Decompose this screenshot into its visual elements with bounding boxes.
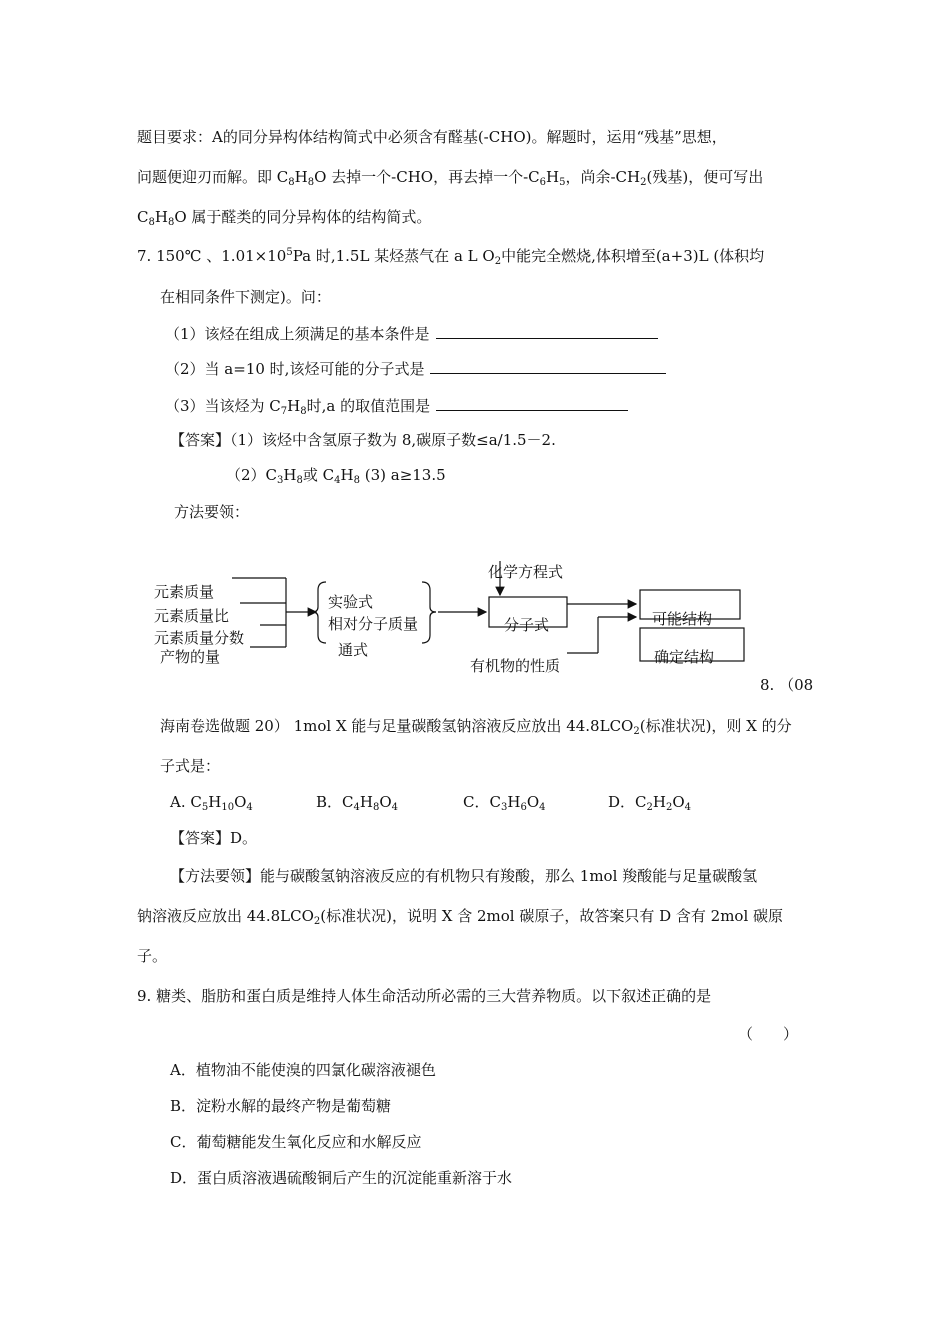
question-7-answer-2: $(2)C_3H_8$或 $C_4H_8$ (3) a≥13.5: [226, 466, 446, 486]
question-7-answer-1: 【答案】（1）该烃中含氢原子数为 8,碳原子数≤a/1.5－2.: [170, 431, 556, 449]
question-7-sub-2: （2）当 a=10 时,该烃可能的分子式是: [165, 358, 666, 379]
question-8-method-2: 钠溶液反应放出 $44.8LCO_2$(标准状况)，说明 X 含 2mol 碳原子，故答案只有 D 含有 2mol 碳原: [137, 907, 784, 927]
question-7-stem-cont: 在相同条件下测定)。问：: [160, 288, 331, 306]
question-8-number: 8. （08: [760, 676, 814, 694]
question-7-sub-1: （1）该烃在组成上须满足的基本条件是: [165, 323, 658, 344]
answer-blank[interactable]: [436, 323, 658, 339]
option-b[interactable]: B．淀粉水解的最终产物是葡萄糖: [170, 1097, 392, 1115]
diagram-label-empirical-formula: 实验式: [328, 593, 374, 611]
para-residue-line-2: 问题便迎刃而解。即 $C_8H_8O$ 去掉一个-CHO，再去掉一个$-C_6H_5$，尚余$-CH_2$(残基)，便可写出: [137, 168, 764, 188]
option-d[interactable]: D．蛋白质溶液遇硫酸铜后产生的沉淀能重新溶于水: [170, 1169, 513, 1187]
option-a[interactable]: A．植物油不能使溴的四氯化碳溶液褪色: [170, 1061, 436, 1079]
diagram-label-element-mass-fraction: 元素质量分数: [154, 629, 245, 647]
method-label: 方法要领：: [174, 503, 250, 521]
diagram-label-product-amount: 产物的量: [160, 648, 221, 666]
option-b[interactable]: B．$C_4H_8O_4$: [316, 793, 399, 813]
diagram-label-possible-structure: 可能结构: [652, 610, 713, 628]
question-9-stem: 9. 糖类、脂肪和蛋白质是维持人体生命活动所必需的三大营养物质。以下叙述正确的是: [137, 987, 712, 1005]
right-brace: [422, 582, 436, 643]
question-8-method-1: 【方法要领】能与碳酸氢钠溶液反应的有机物只有羧酸，那么 1mol 羧酸能与足量碳酸氢: [170, 867, 758, 885]
diagram-label-relative-molecular-mass: 相对分子质量: [328, 615, 419, 633]
option-a[interactable]: A. $C_5H_{10}O_4$: [170, 793, 253, 813]
answer-parentheses[interactable]: （ ）: [738, 1025, 799, 1043]
diagram-label-organic-properties: 有机物的性质: [470, 657, 561, 675]
answer-blank[interactable]: [436, 395, 628, 411]
question-7-sub-3: （3）当该烃为 $C_7H_8$时,a 的取值范围是: [165, 395, 628, 416]
option-d[interactable]: D．$C_2H_2O_4$: [608, 793, 692, 813]
option-c[interactable]: C．$C_3H_6O_4$: [463, 793, 546, 813]
question-8-stem: 海南卷选做题 20） 1mol X 能与足量碳酸氢钠溶液反应放出 $44.8LCO_2$(标准状况)，则 X 的分: [160, 717, 792, 737]
diagram-label-chemical-equation: 化学方程式: [488, 563, 564, 581]
diagram-label-element-mass: 元素质量: [154, 583, 215, 601]
question-8-method-3: 子。: [137, 947, 168, 965]
left-brace: [312, 582, 326, 643]
question-7-stem: 7. 150℃ 、$1.01\times 10^5Pa$ 时,1.5L 某烃蒸气在 a L $O_2$中能完全燃烧,体积增至(a+3)L (体积均: [137, 247, 765, 267]
diagram-label-element-mass-ratio: 元素质量比: [154, 607, 230, 625]
answer-blank[interactable]: [430, 358, 666, 374]
diagram-label-general-formula: 通式: [338, 641, 369, 659]
question-8-stem-cont: 子式是：: [160, 757, 221, 775]
method-flow-diagram: [140, 555, 760, 680]
diagram-label-determined-structure: 确定结构: [654, 648, 715, 666]
option-c[interactable]: C．葡萄糖能发生氧化反应和水解反应: [170, 1133, 422, 1151]
question-8-answer: 【答案】D。: [170, 829, 258, 847]
para-residue-line-3: $C_8H_8O$ 属于醛类的同分异构体的结构简式。: [137, 208, 432, 228]
para-residue-line-1: 题目要求：A的同分异构体结构简式中必须含有醛基(-CHO)。解题时，运用“残基”思想，: [137, 128, 727, 146]
diagram-label-molecular-formula: 分子式: [504, 616, 550, 634]
